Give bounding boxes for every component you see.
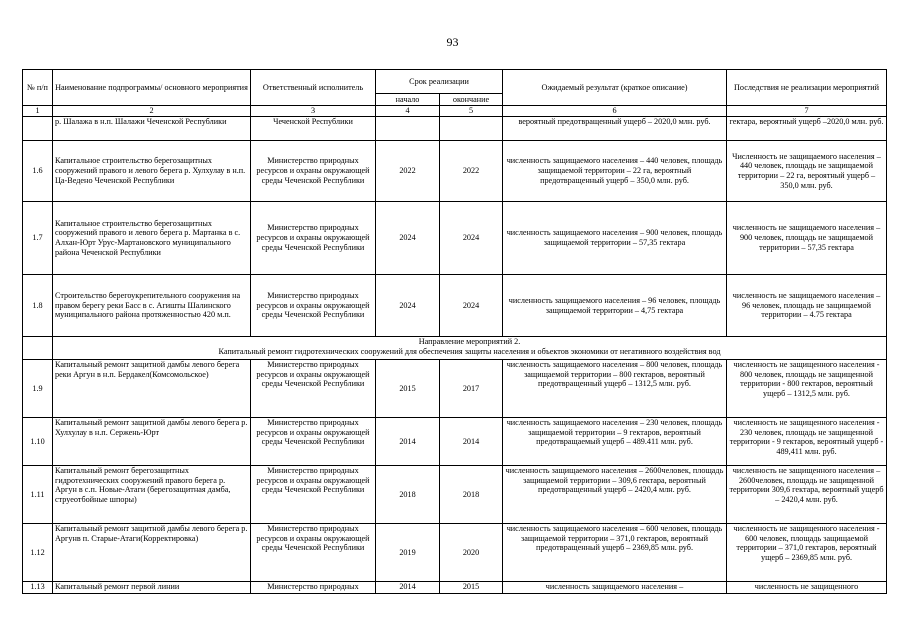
row-name: Капитальный ремонт защитной дамбы левого берега реки Аргун в н.п. Бердакел(Комсомольское) bbox=[53, 360, 251, 418]
header-result: Ожидаемый результат (краткое описание) bbox=[503, 70, 727, 106]
row-result: численность защищаемого населения – 96 человек, площадь защищаемой территории – 4,75 гектара bbox=[503, 275, 727, 337]
row-consequence: численность не защищенного населения - 230 человек, площадь не защищенной территории - 9 гектаров, вероятный ущерб - 489,411 млн. руб. bbox=[727, 418, 887, 466]
row-num: 1.8 bbox=[23, 275, 53, 337]
header-consequence: Последствия не реализации мероприятий bbox=[727, 70, 887, 106]
table-row bbox=[23, 275, 887, 337]
column-number: 6 bbox=[503, 106, 727, 117]
row-result: численность защищаемого населения – 2600человек, площадь защищаемой территории – 309,6 гектара, вероятный предотвращенный ущерб – 2420,4 млн. руб. bbox=[503, 466, 727, 524]
header-end: окончание bbox=[440, 94, 503, 106]
column-number: 5 bbox=[440, 106, 503, 117]
row-start: 2014 bbox=[376, 418, 440, 466]
row-consequence: численность не защищенного населения - 800 человек, площадь не защищенной территории - 800 гектаров, вероятный ущерб – 1312,5 млн. руб. bbox=[727, 360, 887, 418]
row-name: Капитальный ремонт берегозащитных гидротехнических сооружений правого берега р. Аргун в с.п. Новые-Атаги (берегозащитная дамба, струеотбойные шпоры) bbox=[53, 466, 251, 524]
row-start bbox=[376, 117, 440, 141]
direction-num-cell bbox=[23, 337, 53, 360]
row-consequence: численность не защищенного населения –2600человек, площадь не защищенной территории 309,6 гектара, вероятный ущерб – 2420,4 млн. руб. bbox=[727, 466, 887, 524]
row-result: численность защищаемого населения – bbox=[503, 582, 727, 594]
row-end: 2024 bbox=[440, 202, 503, 275]
table-row bbox=[23, 524, 887, 582]
page-number: 93 bbox=[446, 35, 459, 49]
row-end: 2024 bbox=[440, 275, 503, 337]
row-start: 2024 bbox=[376, 275, 440, 337]
row-num: 1.11 bbox=[23, 466, 53, 524]
header-name: Наименование подпрограммы/ основного мероприятия bbox=[53, 70, 251, 106]
table-row bbox=[23, 202, 887, 275]
table-row bbox=[23, 117, 887, 141]
row-name: Капитальный ремонт первой линии bbox=[53, 582, 251, 594]
row-end: 2015 bbox=[440, 582, 503, 594]
row-start: 2022 bbox=[376, 141, 440, 202]
row-start: 2019 bbox=[376, 524, 440, 582]
row-end bbox=[440, 117, 503, 141]
direction-title: Направление мероприятий 2. bbox=[418, 337, 521, 346]
row-name: Капитальный ремонт защитной дамбы левого берега р. Аргунв п. Старые-Атаги(Корректировка) bbox=[53, 524, 251, 582]
row-num: 1.13 bbox=[23, 582, 53, 594]
row-start: 2018 bbox=[376, 466, 440, 524]
table-row bbox=[23, 418, 887, 466]
row-result: численность защищаемого населения – 800 человек, площадь защищаемой территории – 800 гектаров, вероятный предотвращенный ущерб – 1312,5 млн. руб. bbox=[503, 360, 727, 418]
row-end: 2018 bbox=[440, 466, 503, 524]
table-row bbox=[23, 360, 887, 418]
row-executor: Министерство природных ресурсов и охраны окружающей среды Чеченской Республики bbox=[251, 360, 376, 418]
row-consequence: гектара, вероятный ущерб –2020,0 млн. руб. bbox=[727, 117, 887, 141]
row-executor: Министерство природных ресурсов и охраны окружающей среды Чеченской Республики bbox=[251, 275, 376, 337]
table-row bbox=[23, 582, 887, 594]
row-consequence: Численность не защищаемого населения – 440 человек, площадь не защищаемой территории – 22 га, вероятный ущерб – 350,0 млн. руб. bbox=[727, 141, 887, 202]
row-executor: Министерство природных bbox=[251, 582, 376, 594]
row-name: Строительство берегоукрепительного сооружения на правом берегу реки Басс в с. Агишты Шалинского муниципального района протяженностью 420 м.п. bbox=[53, 275, 251, 337]
row-consequence: численность не защищенного bbox=[727, 582, 887, 594]
table-header-row bbox=[23, 70, 887, 94]
row-name: Капитальный ремонт защитной дамбы левого берега р. Хулхулау в н.п. Сержень-Юрт bbox=[53, 418, 251, 466]
row-start: 2024 bbox=[376, 202, 440, 275]
table-row bbox=[23, 141, 887, 202]
column-number: 1 bbox=[23, 106, 53, 117]
header-start: начало bbox=[376, 94, 440, 106]
row-start: 2014 bbox=[376, 582, 440, 594]
row-consequence: численность не защищаемого населения – 900 человек, площадь не защищаемой территории – 57,35 гектара bbox=[727, 202, 887, 275]
header-executor: Ответственный исполнитель bbox=[251, 70, 376, 106]
row-num: 1.7 bbox=[23, 202, 53, 275]
row-end: 2017 bbox=[440, 360, 503, 418]
row-name: Капитальное строительство берегозащитных сооружений правого и левого берега р. Хулхулау в н.п. Ца-Ведено Чеченской Республики bbox=[53, 141, 251, 202]
column-number: 4 bbox=[376, 106, 440, 117]
table-row bbox=[23, 466, 887, 524]
row-executor: Министерство природных ресурсов и охраны окружающей среды Чеченской Республики bbox=[251, 202, 376, 275]
column-number: 2 bbox=[53, 106, 251, 117]
row-name: Капитальное строительство берегозащитных сооружений правого и левого берега р. Мартанка в с. Алхан-Юрт Урус-Мартановского муниципального района Чеченской Республики bbox=[53, 202, 251, 275]
column-numbers-row bbox=[23, 106, 887, 117]
row-executor: Министерство природных ресурсов и охраны окружающей среды Чеченской Республики bbox=[251, 466, 376, 524]
row-end: 2022 bbox=[440, 141, 503, 202]
header-period: Срок реализации bbox=[376, 70, 503, 94]
row-executor: Министерство природных ресурсов и охраны окружающей среды Чеченской Республики bbox=[251, 418, 376, 466]
row-end: 2020 bbox=[440, 524, 503, 582]
row-executor: Министерство природных ресурсов и охраны окружающей среды Чеченской Республики bbox=[251, 141, 376, 202]
row-result: численность защищаемого населения – 230 человек, площадь защищаемой территории – 9 гектаров, вероятный предотвращаемый ущерб – 489.411 млн. руб. bbox=[503, 418, 727, 466]
row-num: 1.9 bbox=[23, 360, 53, 418]
direction-description: Капитальный ремонт гидротехнических сооружений для обеспечения защиты населения и объектов экономики от негативного воздействия вод bbox=[218, 346, 721, 356]
row-num: 1.6 bbox=[23, 141, 53, 202]
row-num bbox=[23, 117, 53, 141]
row-num: 1.10 bbox=[23, 418, 53, 466]
row-executor: Министерство природных ресурсов и охраны окружающей среды Чеченской Республики bbox=[251, 524, 376, 582]
row-result: численность защищаемого населения – 600 человек, площадь защищаемой территории – 371,0 гектаров, вероятный предотвращенный ущерб – 2369,85 млн. руб. bbox=[503, 524, 727, 582]
row-num: 1.12 bbox=[23, 524, 53, 582]
row-result: численность защищаемого населения – 440 человек, площадь защищаемой территории – 22 га, вероятный предотвращенный ущерб – 350,0 млн. руб. bbox=[503, 141, 727, 202]
program-table bbox=[22, 69, 887, 594]
row-result: вероятный предотвращенный ущерб – 2020,0 млн. руб. bbox=[503, 117, 727, 141]
row-start: 2015 bbox=[376, 360, 440, 418]
row-executor: Чеченской Республики bbox=[251, 117, 376, 141]
column-number: 3 bbox=[251, 106, 376, 117]
row-result: численность защищаемого населения – 900 человек, площадь защищаемой территории – 57,35 гектара bbox=[503, 202, 727, 275]
direction-row bbox=[23, 337, 887, 360]
column-number: 7 bbox=[727, 106, 887, 117]
row-consequence: численность не защищенного населения - 600 человек, площадь защищаемой территории – 371,0 гектаров, вероятный ущерб – 2369,85 млн. руб. bbox=[727, 524, 887, 582]
header-num: № п/п bbox=[23, 70, 53, 106]
direction-heading bbox=[53, 337, 887, 360]
row-name: р. Шалажа в н.п. Шалажи Чеченской Республики bbox=[53, 117, 251, 141]
row-end: 2014 bbox=[440, 418, 503, 466]
row-consequence: численность не защищаемого населения – 96 человек, площадь не защищаемой территории – 4.75 гектара bbox=[727, 275, 887, 337]
